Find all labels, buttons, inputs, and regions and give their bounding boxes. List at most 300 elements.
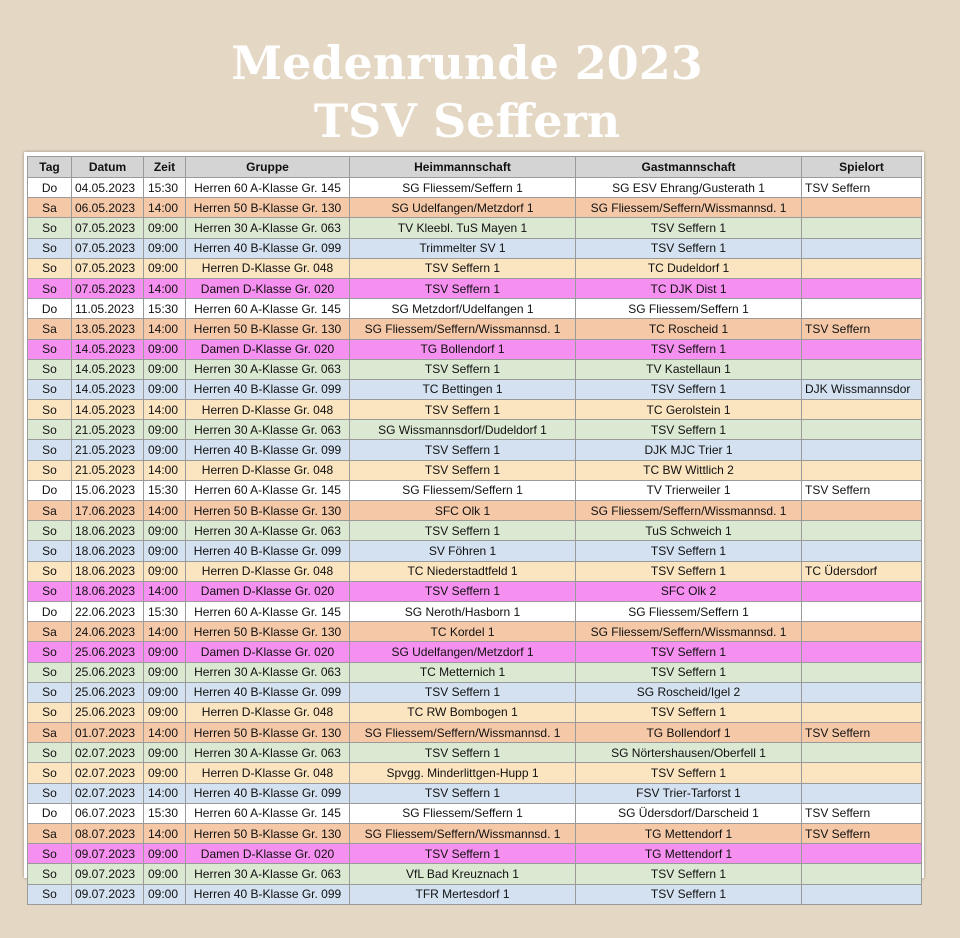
cell-heimmannschaft: TFR Mertesdorf 1 — [350, 884, 576, 904]
cell-heimmannschaft: TG Bollendorf 1 — [350, 339, 576, 359]
cell-spielort — [802, 864, 922, 884]
cell-spielort: DJK Wissmannsdor — [802, 379, 922, 399]
cell-tag: So — [28, 642, 72, 662]
cell-zeit: 09:00 — [144, 379, 186, 399]
table-row — [28, 420, 922, 440]
cell-gruppe: Herren 30 A-Klasse Gr. 063 — [186, 521, 350, 541]
cell-gastmannschaft: TSV Seffern 1 — [576, 662, 802, 682]
cell-zeit: 14:00 — [144, 824, 186, 844]
cell-heimmannschaft: SG Udelfangen/Metzdorf 1 — [350, 198, 576, 218]
cell-zeit: 15:30 — [144, 601, 186, 621]
cell-spielort — [802, 501, 922, 521]
cell-gastmannschaft: TC Roscheid 1 — [576, 319, 802, 339]
cell-zeit: 14:00 — [144, 460, 186, 480]
cell-datum: 14.05.2023 — [72, 379, 144, 399]
cell-gastmannschaft: SFC Olk 2 — [576, 581, 802, 601]
cell-datum: 07.05.2023 — [72, 218, 144, 238]
cell-gastmannschaft: TSV Seffern 1 — [576, 642, 802, 662]
cell-tag: So — [28, 400, 72, 420]
cell-spielort — [802, 460, 922, 480]
cell-heimmannschaft: SV Föhren 1 — [350, 541, 576, 561]
cell-datum: 06.07.2023 — [72, 803, 144, 823]
cell-tag: So — [28, 238, 72, 258]
cell-heimmannschaft: SG Udelfangen/Metzdorf 1 — [350, 642, 576, 662]
cell-gastmannschaft: TV Trierweiler 1 — [576, 480, 802, 500]
cell-tag: So — [28, 763, 72, 783]
cell-gruppe: Herren 30 A-Klasse Gr. 063 — [186, 359, 350, 379]
table-row — [28, 723, 922, 743]
cell-spielort — [802, 622, 922, 642]
table-row — [28, 258, 922, 278]
cell-gruppe: Damen D-Klasse Gr. 020 — [186, 278, 350, 298]
cell-heimmannschaft: Trimmelter SV 1 — [350, 238, 576, 258]
cell-datum: 18.06.2023 — [72, 561, 144, 581]
cell-heimmannschaft: SG Fliessem/Seffern 1 — [350, 803, 576, 823]
cell-gruppe: Herren 40 B-Klasse Gr. 099 — [186, 783, 350, 803]
cell-zeit: 09:00 — [144, 359, 186, 379]
cell-tag: Sa — [28, 824, 72, 844]
cell-tag: So — [28, 662, 72, 682]
table-row — [28, 601, 922, 621]
cell-datum: 25.06.2023 — [72, 702, 144, 722]
cell-spielort: TSV Seffern — [802, 480, 922, 500]
cell-gastmannschaft: TC Gerolstein 1 — [576, 400, 802, 420]
cell-gruppe: Herren 60 A-Klasse Gr. 145 — [186, 601, 350, 621]
cell-gruppe: Damen D-Klasse Gr. 020 — [186, 844, 350, 864]
cell-gastmannschaft: SG Üdersdorf/Darscheid 1 — [576, 803, 802, 823]
cell-gruppe: Herren 50 B-Klasse Gr. 130 — [186, 723, 350, 743]
cell-gastmannschaft: TSV Seffern 1 — [576, 702, 802, 722]
cell-gastmannschaft: TG Mettendorf 1 — [576, 824, 802, 844]
table-row — [28, 622, 922, 642]
cell-gastmannschaft: SG Roscheid/Igel 2 — [576, 682, 802, 702]
cell-gruppe: Herren 60 A-Klasse Gr. 145 — [186, 178, 350, 198]
cell-gruppe: Herren 40 B-Klasse Gr. 099 — [186, 682, 350, 702]
cell-tag: So — [28, 844, 72, 864]
cell-zeit: 15:30 — [144, 178, 186, 198]
cell-zeit: 14:00 — [144, 622, 186, 642]
table-row — [28, 803, 922, 823]
cell-tag: So — [28, 521, 72, 541]
cell-gruppe: Herren 30 A-Klasse Gr. 063 — [186, 218, 350, 238]
cell-datum: 13.05.2023 — [72, 319, 144, 339]
table-row — [28, 844, 922, 864]
cell-zeit: 14:00 — [144, 783, 186, 803]
cell-gruppe: Herren 60 A-Klasse Gr. 145 — [186, 480, 350, 500]
cell-gastmannschaft: TC DJK Dist 1 — [576, 278, 802, 298]
cell-tag: Do — [28, 601, 72, 621]
cell-gastmannschaft: SG Fliessem/Seffern/Wissmannsd. 1 — [576, 198, 802, 218]
cell-datum: 08.07.2023 — [72, 824, 144, 844]
cell-heimmannschaft: SG Fliessem/Seffern/Wissmannsd. 1 — [350, 824, 576, 844]
cell-datum: 25.06.2023 — [72, 682, 144, 702]
cell-datum: 07.05.2023 — [72, 258, 144, 278]
cell-spielort — [802, 278, 922, 298]
cell-spielort: TSV Seffern — [802, 178, 922, 198]
cell-gastmannschaft: TuS Schweich 1 — [576, 521, 802, 541]
table-row — [28, 581, 922, 601]
cell-zeit: 14:00 — [144, 581, 186, 601]
cell-datum: 07.05.2023 — [72, 278, 144, 298]
cell-datum: 14.05.2023 — [72, 339, 144, 359]
cell-heimmannschaft: TSV Seffern 1 — [350, 359, 576, 379]
cell-tag: So — [28, 460, 72, 480]
cell-gruppe: Herren 60 A-Klasse Gr. 145 — [186, 803, 350, 823]
cell-tag: So — [28, 339, 72, 359]
cell-zeit: 14:00 — [144, 319, 186, 339]
cell-spielort — [802, 218, 922, 238]
table-row — [28, 662, 922, 682]
cell-spielort: TSV Seffern — [802, 824, 922, 844]
cell-zeit: 09:00 — [144, 420, 186, 440]
cell-gastmannschaft: SG ESV Ehrang/Gusterath 1 — [576, 178, 802, 198]
cell-datum: 09.07.2023 — [72, 844, 144, 864]
schedule-table — [27, 156, 922, 905]
cell-zeit: 09:00 — [144, 682, 186, 702]
column-header-gastmannschaft: Gastmannschaft — [576, 157, 802, 178]
cell-gruppe: Herren D-Klasse Gr. 048 — [186, 400, 350, 420]
cell-datum: 09.07.2023 — [72, 884, 144, 904]
cell-datum: 21.05.2023 — [72, 420, 144, 440]
cell-tag: So — [28, 864, 72, 884]
cell-datum: 06.05.2023 — [72, 198, 144, 218]
cell-spielort — [802, 299, 922, 319]
cell-gastmannschaft: TSV Seffern 1 — [576, 763, 802, 783]
cell-tag: Sa — [28, 501, 72, 521]
table-row — [28, 440, 922, 460]
table-row — [28, 642, 922, 662]
table-row — [28, 702, 922, 722]
cell-zeit: 09:00 — [144, 743, 186, 763]
cell-gastmannschaft: TSV Seffern 1 — [576, 379, 802, 399]
table-row — [28, 379, 922, 399]
cell-datum: 21.05.2023 — [72, 460, 144, 480]
cell-zeit: 09:00 — [144, 864, 186, 884]
column-header-spielort: Spielort — [802, 157, 922, 178]
cell-zeit: 09:00 — [144, 521, 186, 541]
cell-tag: So — [28, 258, 72, 278]
cell-heimmannschaft: TSV Seffern 1 — [350, 400, 576, 420]
table-row — [28, 743, 922, 763]
cell-zeit: 15:30 — [144, 803, 186, 823]
cell-datum: 11.05.2023 — [72, 299, 144, 319]
table-row — [28, 783, 922, 803]
cell-zeit: 14:00 — [144, 501, 186, 521]
cell-spielort — [802, 400, 922, 420]
cell-zeit: 15:30 — [144, 480, 186, 500]
cell-spielort — [802, 763, 922, 783]
cell-heimmannschaft: TSV Seffern 1 — [350, 278, 576, 298]
cell-gastmannschaft: FSV Trier-Tarforst 1 — [576, 783, 802, 803]
cell-gastmannschaft: TC Dudeldorf 1 — [576, 258, 802, 278]
cell-zeit: 09:00 — [144, 258, 186, 278]
cell-tag: So — [28, 581, 72, 601]
cell-gruppe: Herren 40 B-Klasse Gr. 099 — [186, 541, 350, 561]
cell-heimmannschaft: TV Kleebl. TuS Mayen 1 — [350, 218, 576, 238]
cell-heimmannschaft: SFC Olk 1 — [350, 501, 576, 521]
cell-zeit: 09:00 — [144, 662, 186, 682]
cell-datum: 02.07.2023 — [72, 743, 144, 763]
cell-gruppe: Herren 40 B-Klasse Gr. 099 — [186, 238, 350, 258]
cell-tag: Do — [28, 299, 72, 319]
cell-zeit: 09:00 — [144, 541, 186, 561]
cell-datum: 18.06.2023 — [72, 581, 144, 601]
cell-spielort — [802, 440, 922, 460]
cell-zeit: 09:00 — [144, 339, 186, 359]
cell-tag: So — [28, 884, 72, 904]
cell-heimmannschaft: TSV Seffern 1 — [350, 783, 576, 803]
cell-gruppe: Herren D-Klasse Gr. 048 — [186, 561, 350, 581]
cell-spielort — [802, 884, 922, 904]
cell-heimmannschaft: SG Fliessem/Seffern 1 — [350, 480, 576, 500]
cell-heimmannschaft: SG Wissmannsdorf/Dudeldorf 1 — [350, 420, 576, 440]
table-row — [28, 682, 922, 702]
cell-gastmannschaft: TG Mettendorf 1 — [576, 844, 802, 864]
cell-zeit: 09:00 — [144, 561, 186, 581]
cell-zeit: 14:00 — [144, 723, 186, 743]
cell-spielort: TSV Seffern — [802, 319, 922, 339]
cell-spielort — [802, 258, 922, 278]
cell-datum: 04.05.2023 — [72, 178, 144, 198]
cell-spielort — [802, 702, 922, 722]
cell-zeit: 09:00 — [144, 238, 186, 258]
cell-spielort: TSV Seffern — [802, 723, 922, 743]
cell-gastmannschaft: TSV Seffern 1 — [576, 884, 802, 904]
table-row — [28, 521, 922, 541]
cell-heimmannschaft: TC Kordel 1 — [350, 622, 576, 642]
table-row — [28, 480, 922, 500]
cell-zeit: 09:00 — [144, 440, 186, 460]
cell-gastmannschaft: TG Bollendorf 1 — [576, 723, 802, 743]
table-row — [28, 299, 922, 319]
cell-tag: So — [28, 561, 72, 581]
cell-heimmannschaft: TC Niederstadtfeld 1 — [350, 561, 576, 581]
table-row — [28, 218, 922, 238]
cell-gruppe: Herren D-Klasse Gr. 048 — [186, 258, 350, 278]
cell-gruppe: Herren 30 A-Klasse Gr. 063 — [186, 420, 350, 440]
table-row — [28, 198, 922, 218]
cell-spielort — [802, 642, 922, 662]
cell-tag: So — [28, 278, 72, 298]
cell-datum: 02.07.2023 — [72, 763, 144, 783]
cell-zeit: 15:30 — [144, 299, 186, 319]
table-row — [28, 359, 922, 379]
page-title: Medenrunde 2023 — [231, 36, 703, 90]
cell-tag: Sa — [28, 723, 72, 743]
cell-gruppe: Herren 50 B-Klasse Gr. 130 — [186, 319, 350, 339]
cell-datum: 07.05.2023 — [72, 238, 144, 258]
cell-gastmannschaft: TSV Seffern 1 — [576, 420, 802, 440]
table-row — [28, 561, 922, 581]
cell-tag: So — [28, 541, 72, 561]
cell-datum: 25.06.2023 — [72, 662, 144, 682]
table-row — [28, 178, 922, 198]
cell-tag: Do — [28, 480, 72, 500]
cell-gastmannschaft: SG Fliessem/Seffern/Wissmannsd. 1 — [576, 501, 802, 521]
cell-zeit: 14:00 — [144, 278, 186, 298]
table-row — [28, 864, 922, 884]
cell-gruppe: Herren 30 A-Klasse Gr. 063 — [186, 743, 350, 763]
cell-gastmannschaft: SG Fliessem/Seffern 1 — [576, 601, 802, 621]
cell-datum: 02.07.2023 — [72, 783, 144, 803]
cell-heimmannschaft: TSV Seffern 1 — [350, 581, 576, 601]
cell-zeit: 09:00 — [144, 884, 186, 904]
cell-tag: So — [28, 783, 72, 803]
cell-tag: So — [28, 420, 72, 440]
table-row — [28, 339, 922, 359]
cell-gruppe: Herren 60 A-Klasse Gr. 145 — [186, 299, 350, 319]
cell-spielort — [802, 601, 922, 621]
cell-heimmannschaft: SG Fliessem/Seffern/Wissmannsd. 1 — [350, 723, 576, 743]
cell-tag: Do — [28, 178, 72, 198]
cell-tag: Sa — [28, 622, 72, 642]
cell-datum: 25.06.2023 — [72, 642, 144, 662]
cell-gastmannschaft: SG Nörtershausen/Oberfell 1 — [576, 743, 802, 763]
cell-zeit: 14:00 — [144, 400, 186, 420]
cell-spielort — [802, 541, 922, 561]
cell-zeit: 09:00 — [144, 763, 186, 783]
schedule-table-container — [24, 152, 924, 902]
cell-spielort — [802, 844, 922, 864]
cell-heimmannschaft: TC Bettingen 1 — [350, 379, 576, 399]
cell-spielort — [802, 359, 922, 379]
cell-heimmannschaft: TSV Seffern 1 — [350, 844, 576, 864]
table-row — [28, 501, 922, 521]
cell-tag: Sa — [28, 319, 72, 339]
cell-gastmannschaft: DJK MJC Trier 1 — [576, 440, 802, 460]
cell-datum: 09.07.2023 — [72, 864, 144, 884]
cell-heimmannschaft: SG Metzdorf/Udelfangen 1 — [350, 299, 576, 319]
cell-gruppe: Herren D-Klasse Gr. 048 — [186, 460, 350, 480]
cell-datum: 01.07.2023 — [72, 723, 144, 743]
cell-datum: 15.06.2023 — [72, 480, 144, 500]
cell-spielort — [802, 339, 922, 359]
cell-datum: 14.05.2023 — [72, 359, 144, 379]
cell-datum: 17.06.2023 — [72, 501, 144, 521]
cell-gruppe: Herren 50 B-Klasse Gr. 130 — [186, 824, 350, 844]
table-row — [28, 763, 922, 783]
cell-gastmannschaft: TC BW Wittlich 2 — [576, 460, 802, 480]
cell-tag: So — [28, 379, 72, 399]
cell-heimmannschaft: TSV Seffern 1 — [350, 440, 576, 460]
cell-tag: Sa — [28, 198, 72, 218]
cell-zeit: 14:00 — [144, 198, 186, 218]
column-header-heimmannschaft: Heimmannschaft — [350, 157, 576, 178]
cell-zeit: 09:00 — [144, 844, 186, 864]
cell-datum: 18.06.2023 — [72, 521, 144, 541]
table-row — [28, 278, 922, 298]
cell-tag: So — [28, 682, 72, 702]
cell-spielort — [802, 581, 922, 601]
cell-gastmannschaft: TSV Seffern 1 — [576, 238, 802, 258]
table-row — [28, 460, 922, 480]
table-row — [28, 884, 922, 904]
cell-gruppe: Herren 30 A-Klasse Gr. 063 — [186, 864, 350, 884]
cell-datum: 24.06.2023 — [72, 622, 144, 642]
cell-heimmannschaft: TSV Seffern 1 — [350, 682, 576, 702]
cell-heimmannschaft: TSV Seffern 1 — [350, 521, 576, 541]
cell-tag: So — [28, 440, 72, 460]
cell-spielort — [802, 420, 922, 440]
table-row — [28, 824, 922, 844]
cell-heimmannschaft: SG Fliessem/Seffern/Wissmannsd. 1 — [350, 319, 576, 339]
cell-heimmannschaft: SG Fliessem/Seffern 1 — [350, 178, 576, 198]
cell-heimmannschaft: TC Metternich 1 — [350, 662, 576, 682]
cell-heimmannschaft: SG Neroth/Hasborn 1 — [350, 601, 576, 621]
cell-datum: 14.05.2023 — [72, 400, 144, 420]
cell-datum: 21.05.2023 — [72, 440, 144, 460]
cell-gruppe: Herren 50 B-Klasse Gr. 130 — [186, 501, 350, 521]
cell-gastmannschaft: SG Fliessem/Seffern 1 — [576, 299, 802, 319]
table-row — [28, 319, 922, 339]
cell-datum: 22.06.2023 — [72, 601, 144, 621]
cell-spielort — [802, 743, 922, 763]
cell-gastmannschaft: TSV Seffern 1 — [576, 541, 802, 561]
cell-gruppe: Damen D-Klasse Gr. 020 — [186, 642, 350, 662]
column-header-gruppe: Gruppe — [186, 157, 350, 178]
cell-spielort: TSV Seffern — [802, 803, 922, 823]
cell-gruppe: Damen D-Klasse Gr. 020 — [186, 339, 350, 359]
cell-spielort — [802, 198, 922, 218]
cell-heimmannschaft: TSV Seffern 1 — [350, 258, 576, 278]
cell-gruppe: Herren D-Klasse Gr. 048 — [186, 763, 350, 783]
cell-gruppe: Herren 30 A-Klasse Gr. 063 — [186, 662, 350, 682]
cell-gastmannschaft: TSV Seffern 1 — [576, 864, 802, 884]
cell-spielort — [802, 238, 922, 258]
table-header-row — [28, 157, 922, 178]
cell-gruppe: Herren 40 B-Klasse Gr. 099 — [186, 440, 350, 460]
cell-spielort: TC Üdersdorf — [802, 561, 922, 581]
cell-gastmannschaft: TSV Seffern 1 — [576, 218, 802, 238]
cell-tag: So — [28, 743, 72, 763]
cell-gruppe: Herren 50 B-Klasse Gr. 130 — [186, 622, 350, 642]
column-header-zeit: Zeit — [144, 157, 186, 178]
cell-gastmannschaft: TSV Seffern 1 — [576, 561, 802, 581]
cell-gastmannschaft: SG Fliessem/Seffern/Wissmannsd. 1 — [576, 622, 802, 642]
cell-tag: So — [28, 702, 72, 722]
cell-gastmannschaft: TSV Seffern 1 — [576, 339, 802, 359]
cell-zeit: 09:00 — [144, 642, 186, 662]
cell-spielort — [802, 682, 922, 702]
cell-tag: Do — [28, 803, 72, 823]
cell-gruppe: Damen D-Klasse Gr. 020 — [186, 581, 350, 601]
cell-zeit: 09:00 — [144, 218, 186, 238]
cell-spielort — [802, 662, 922, 682]
table-row — [28, 238, 922, 258]
cell-gruppe: Herren 50 B-Klasse Gr. 130 — [186, 198, 350, 218]
cell-heimmannschaft: VfL Bad Kreuznach 1 — [350, 864, 576, 884]
cell-gastmannschaft: TV Kastellaun 1 — [576, 359, 802, 379]
cell-datum: 18.06.2023 — [72, 541, 144, 561]
cell-tag: So — [28, 359, 72, 379]
cell-heimmannschaft: TSV Seffern 1 — [350, 743, 576, 763]
cell-heimmannschaft: Spvgg. Minderlittgen-Hupp 1 — [350, 763, 576, 783]
cell-tag: So — [28, 218, 72, 238]
cell-heimmannschaft: TC RW Bombogen 1 — [350, 702, 576, 722]
cell-gruppe: Herren 40 B-Klasse Gr. 099 — [186, 884, 350, 904]
cell-zeit: 09:00 — [144, 702, 186, 722]
column-header-tag: Tag — [28, 157, 72, 178]
cell-spielort — [802, 521, 922, 541]
page-subtitle: TSV Seffern — [313, 94, 621, 148]
cell-spielort — [802, 783, 922, 803]
cell-gruppe: Herren D-Klasse Gr. 048 — [186, 702, 350, 722]
column-header-datum: Datum — [72, 157, 144, 178]
cell-heimmannschaft: TSV Seffern 1 — [350, 460, 576, 480]
table-row — [28, 541, 922, 561]
table-body — [28, 178, 922, 905]
cell-gruppe: Herren 40 B-Klasse Gr. 099 — [186, 379, 350, 399]
